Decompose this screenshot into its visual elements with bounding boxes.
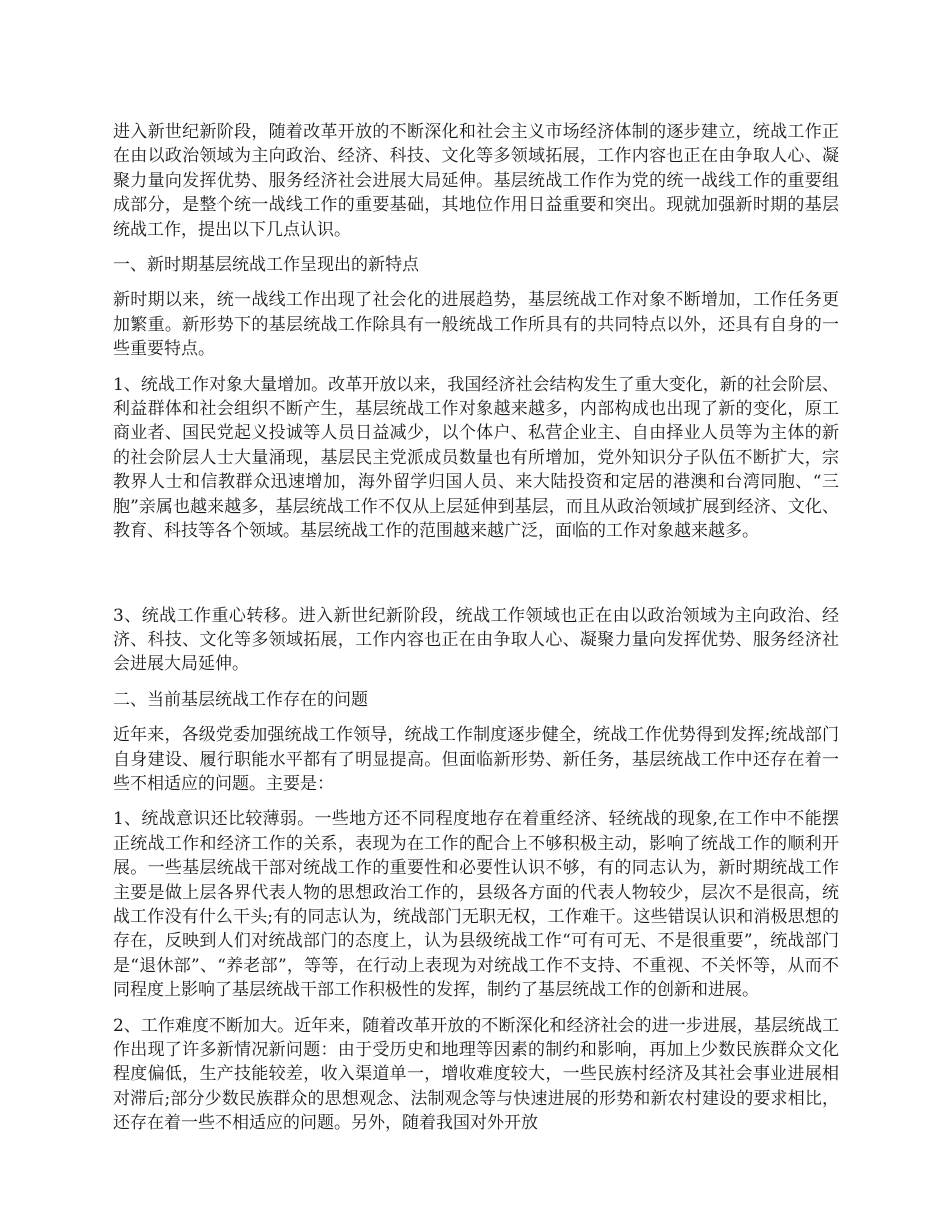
intro-paragraph: 进入新世纪新阶段，随着改革开放的不断深化和社会主义市场经济体制的逐步建立，统战工作正在由以政治领域为主向政治、经济、科技、文化等多领域拓展，工作内容也正在由争取人心、凝聚力量向发挥优势、服务经济社会进展大局延伸。基层统战工作作为党的统一战线工作的重要组成部分，是整个统一战线工作的重要基础，其地位作用日益重要和突出。现就加强新时期的基层统战工作，提出以下几点认识。: [113, 122, 839, 240]
section-1-intro-paragraph: 新时期以来，统一战线工作出现了社会化的进展趋势，基层统战工作对象不断增加，工作任务更加繁重。新形势下的基层统战工作除具有一般统战工作所具有的共同特点以外，还具有自身的一些重要特点。: [113, 290, 839, 360]
point-3-paragraph: 3、统战工作重心转移。进入新世纪新阶段，统战工作领域也正在由以政治领域为主向政治、经济、科技、文化等多领域拓展，工作内容也正在由争取人心、凝聚力量向发挥优势、服务经济社会进展大局延伸。: [113, 605, 839, 675]
section-2-intro-paragraph: 近年来，各级党委加强统战工作领导，统战工作制度逐步健全，统战工作优势得到发挥;统战部门自身建设、履行职能水平都有了明显提高。但面临新形势、新任务，基层统战工作中还存在着一些不相适应的问题。主要是：: [113, 725, 839, 794]
section-heading-1: 一、新时期基层统战工作呈现出的新特点: [113, 255, 419, 276]
problem-2-paragraph: 2、工作难度不断加大。近年来，随着改革开放的不断深化和经济社会的进一步进展，基层统战工作出现了许多新情况新问题：由于受历史和地理等因素的制约和影响，再加上少数民族群众文化程度偏低，生产技能较差，收入渠道单一，增收难度较大，一些民族村经济及其社会事业进展相对滞后;部分少数民族群众的思想观念、法制观念等与快速进展的形势和新农村建设的要求相比，还存在着一些不相适应的问题。另外，随着我国对外开放: [113, 1015, 839, 1134]
section-heading-2: 二、当前基层统战工作存在的问题: [113, 689, 368, 710]
point-1-paragraph: 1、统战工作对象大量增加。改革开放以来，我国经济社会结构发生了重大变化，新的社会阶层、利益群体和社会组织不断产生，基层统战工作对象越来越多，内部构成也出现了新的变化，原工商业者、国民党起义投诚等人员日益减少，以个体户、私营企业主、自由择业人员等为主体的新的社会阶层人士大量涌现，基层民主党派成员数量也有所增加，党外知识分子队伍不断扩大，宗教界人士和信教群众迅速增加，海外留学归国人员、来大陆投资和定居的港澳和台湾同胞、“三胞”亲属也越来越多，基层统战工作不仅从上层延伸到基层，而且从政治领域扩展到经济、文化、教育、科技等各个领域。基层统战工作的范围越来越广泛，面临的工作对象越来越多。: [113, 374, 839, 542]
document-body: [113, 120, 839, 1147]
problem-1-paragraph: 1、统战意识还比较薄弱。一些地方还不同程度地存在着重经济、轻统战的现象,在工作中不能摆正统战工作和经济工作的关系，表现为在工作的配合上不够积极主动，影响了统战工作的顺利开展。一些基层统战干部对统战工作的重要性和必要性认识不够，有的同志认为，新时期统战工作主要是做上层各界代表人物的思想政治工作的，县级各方面的代表人物较少，层次不是很高，统战工作没有什么干头;有的同志认为，统战部门无职无权，工作难干。这些错误认识和消极思想的存在，反映到人们对统战部门的态度上，认为县级统战工作“可有可无、不是很重要”，统战部门是“退休部”、“养老部”，等等，在行动上表现为对统战工作不支持、不重视、不关怀等，从而不同程度上影响了基层统战干部工作积极性的发挥，制约了基层统战工作的创新和进展。: [113, 809, 839, 1001]
